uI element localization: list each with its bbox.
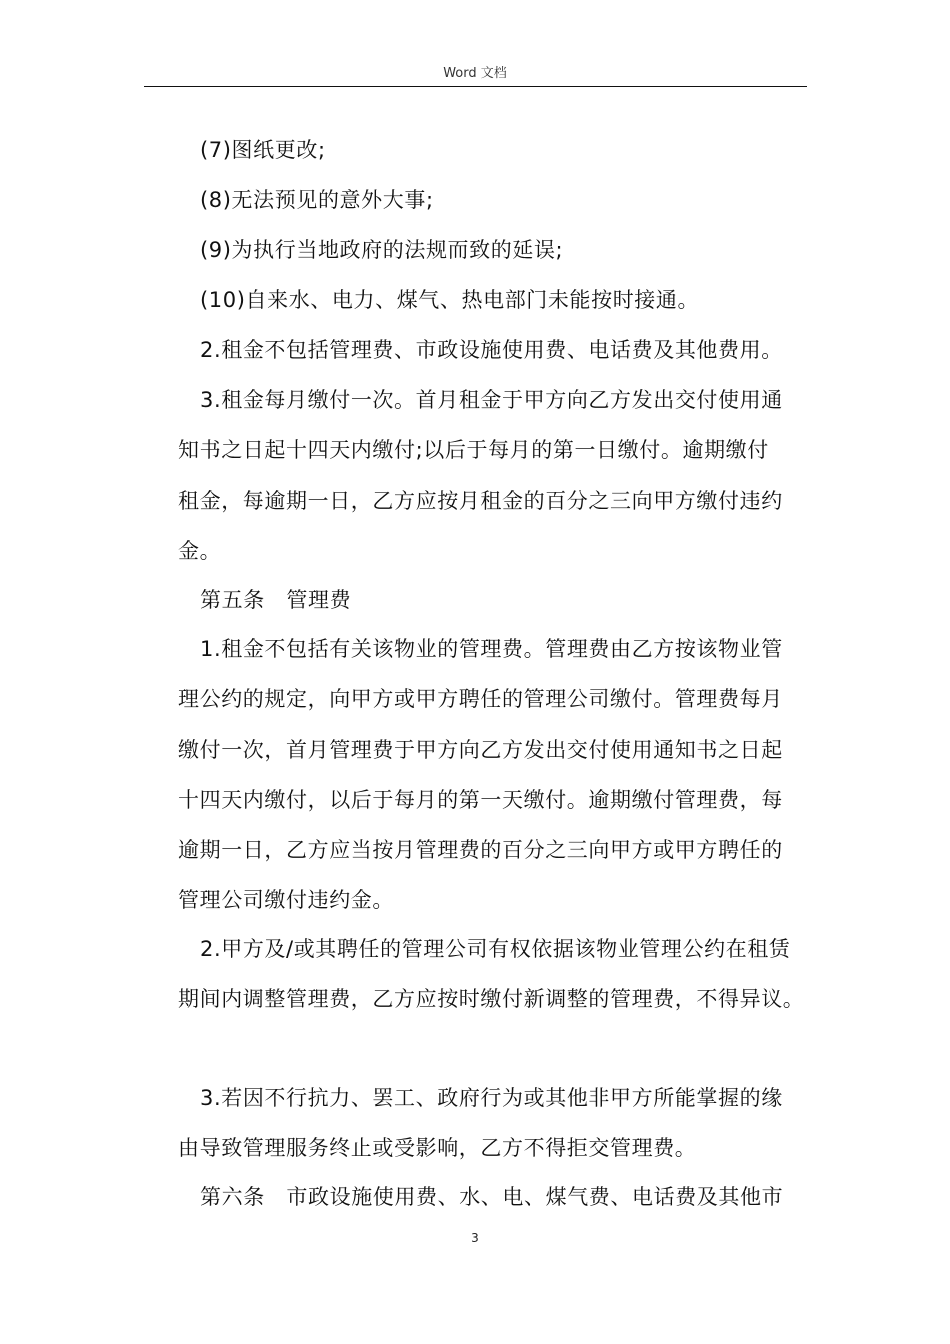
header-title: Word 文档: [443, 66, 507, 81]
text-line: (7)图纸更改;: [200, 138, 326, 162]
page-number: 3: [471, 1231, 479, 1245]
text-line: (9)为执行当地政府的法规而致的延误;: [200, 238, 564, 262]
text-line: 知书之日起十四天内缴付;以后于每月的第一日缴付。逾期缴付: [178, 438, 769, 462]
text-line: (8)无法预见的意外大事;: [200, 188, 434, 212]
text-line: 管理公司缴付违约金。: [178, 888, 394, 912]
text-line: 期间内调整管理费，乙方应按时缴付新调整的管理费，不得异议。: [178, 987, 805, 1011]
text-line: 3.租金每月缴付一次。首月租金于甲方向乙方发出交付使用通: [200, 388, 783, 412]
section-heading: 第六条 市政设施使用费、水、电、煤气费、电话费及其他市: [200, 1185, 784, 1209]
text-line: 2.租金不包括管理费、市政设施使用费、电话费及其他费用。: [200, 338, 783, 362]
header-rule: [144, 86, 807, 87]
section-heading: 第五条 管理费: [200, 588, 352, 612]
text-line: 十四天内缴付，以后于每月的第一天缴付。逾期缴付管理费，每: [178, 788, 783, 812]
text-line: 2.甲方及/或其聘任的管理公司有权依据该物业管理公约在租赁: [200, 937, 791, 961]
text-line: 逾期一日，乙方应当按月管理费的百分之三向甲方或甲方聘任的: [178, 838, 783, 862]
text-line: 理公约的规定，向甲方或甲方聘任的管理公司缴付。管理费每月: [178, 687, 783, 711]
text-line: 由导致管理服务终止或受影响，乙方不得拒交管理费。: [178, 1136, 697, 1160]
text-line: 1.租金不包括有关该物业的管理费。管理费由乙方按该物业管: [200, 637, 783, 661]
text-line: 3.若因不行抗力、罢工、政府行为或其他非甲方所能掌握的缘: [200, 1086, 783, 1110]
text-line: 缴付一次，首月管理费于甲方向乙方发出交付使用通知书之日起: [178, 738, 783, 762]
text-line: 租金，每逾期一日，乙方应按月租金的百分之三向甲方缴付违约: [178, 489, 783, 513]
text-line: 金。: [178, 539, 222, 563]
text-line: (10)自来水、电力、煤气、热电部门未能按时接通。: [200, 288, 700, 312]
